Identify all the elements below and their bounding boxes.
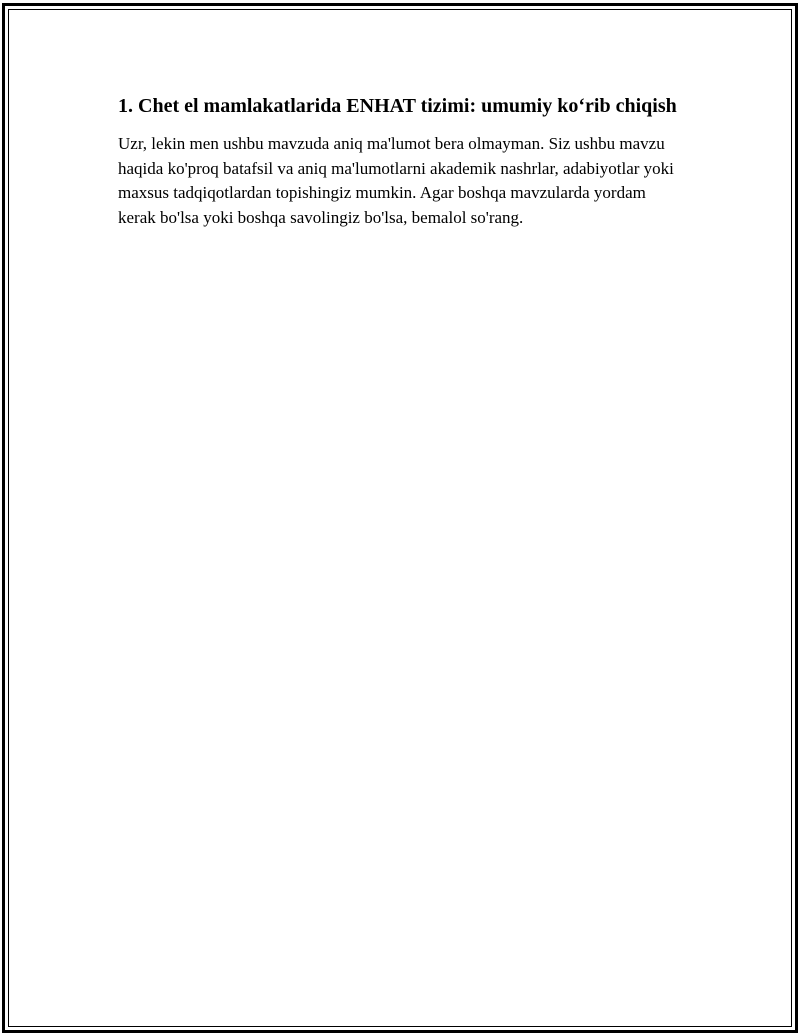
- body-paragraph: Uzr, lekin men ushbu mavzuda aniq ma'lumot bera olmayman. Siz ushbu mavzu haqida ko'proq batafsil va aniq ma'lumotlarni akademik nashrlar, adabiyotlar yoki maxsus tadqiqotlardan topishingiz mumkin. Agar boshqa mavzularda yordam kerak bo'lsa yoki boshqa savolingiz bo'lsa, bemalol so'rang.: [118, 134, 674, 227]
- section-heading: 1. Chet el mamlakatlarida ENHAT tizimi: umumiy ko‘rib chiqish: [118, 95, 677, 117]
- document-content: [118, 93, 678, 230]
